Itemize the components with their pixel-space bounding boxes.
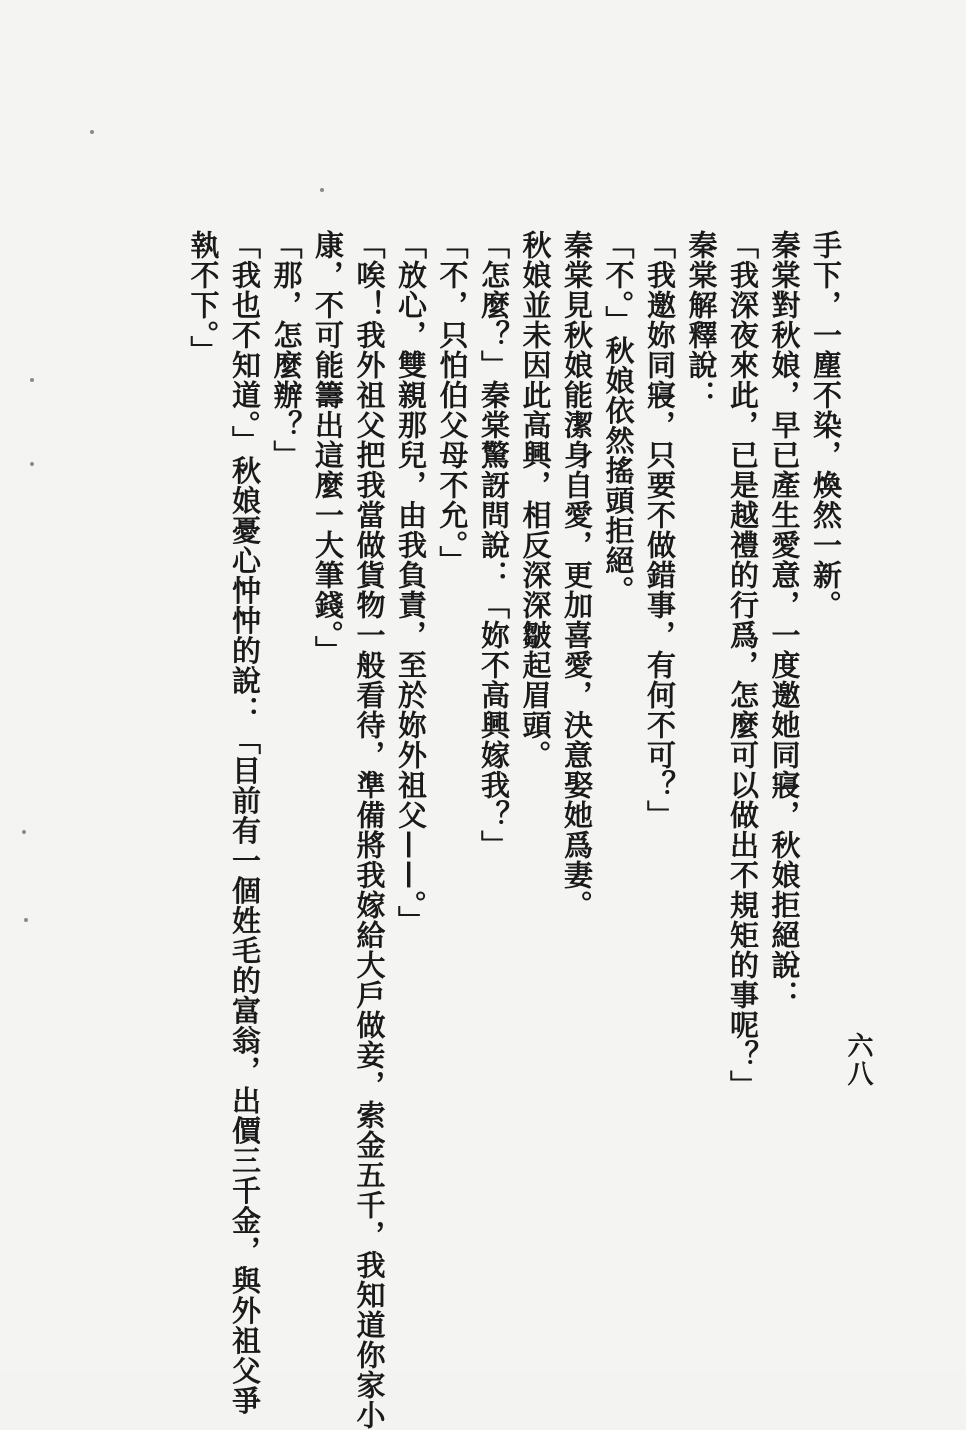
text-line: 「我也不知道。」秋娘憂心忡忡的說：「目前有一個姓毛的富翁，出價三千金，與外祖父爭: [228, 230, 262, 1416]
scan-speck: [24, 918, 28, 922]
scan-speck: [30, 462, 34, 466]
text-line: 「我深夜來此，已是越禮的行爲，怎麼可以做出不規矩的事呢？」: [726, 230, 760, 1100]
text-line: 秦棠對秋娘，早已產生愛意，一度邀她同寢，秋娘拒絕說：: [767, 230, 802, 1010]
text-line: 秦棠解釋說：: [684, 230, 719, 410]
text-line: 「不。」秋娘依然搖頭拒絕。: [601, 230, 636, 606]
text-line: 康，不可能籌出這麼一大筆錢。」: [311, 230, 345, 666]
text-line: 「不，只怕伯父母不允。」: [435, 230, 470, 576]
scan-speck: [22, 830, 26, 834]
text-line: 手下，一塵不染，煥然一新。: [809, 230, 843, 620]
text-line: 「唉！我外祖父把我當做貨物一般看待，準備將我嫁給大戶做妾，索金五千，我知道你家小: [352, 230, 387, 1430]
page-number: 六八: [843, 1032, 873, 1088]
vertical-text-body: [182, 230, 846, 1430]
scan-speck: [320, 188, 324, 192]
text-line: 秋娘並未因此高興，相反深深皺起眉頭。: [518, 230, 553, 770]
text-line: 「那，怎麼辦？」: [269, 230, 304, 470]
text-line: 秦棠見秋娘能潔身自愛，更加喜愛，決意娶她爲妻。: [560, 230, 594, 920]
text-line: 「我邀妳同寢，只要不做錯事，有何不可？」: [643, 230, 677, 830]
text-line: 執不下。」: [186, 230, 221, 366]
scan-speck: [90, 130, 94, 134]
text-line: 「怎麼？」秦棠驚訝問說：「妳不高興嫁我？」: [477, 230, 511, 860]
scan-speck: [30, 378, 34, 382]
text-line: 「放心，雙親那兒，由我負責，至於妳外祖父——。」: [394, 230, 428, 936]
